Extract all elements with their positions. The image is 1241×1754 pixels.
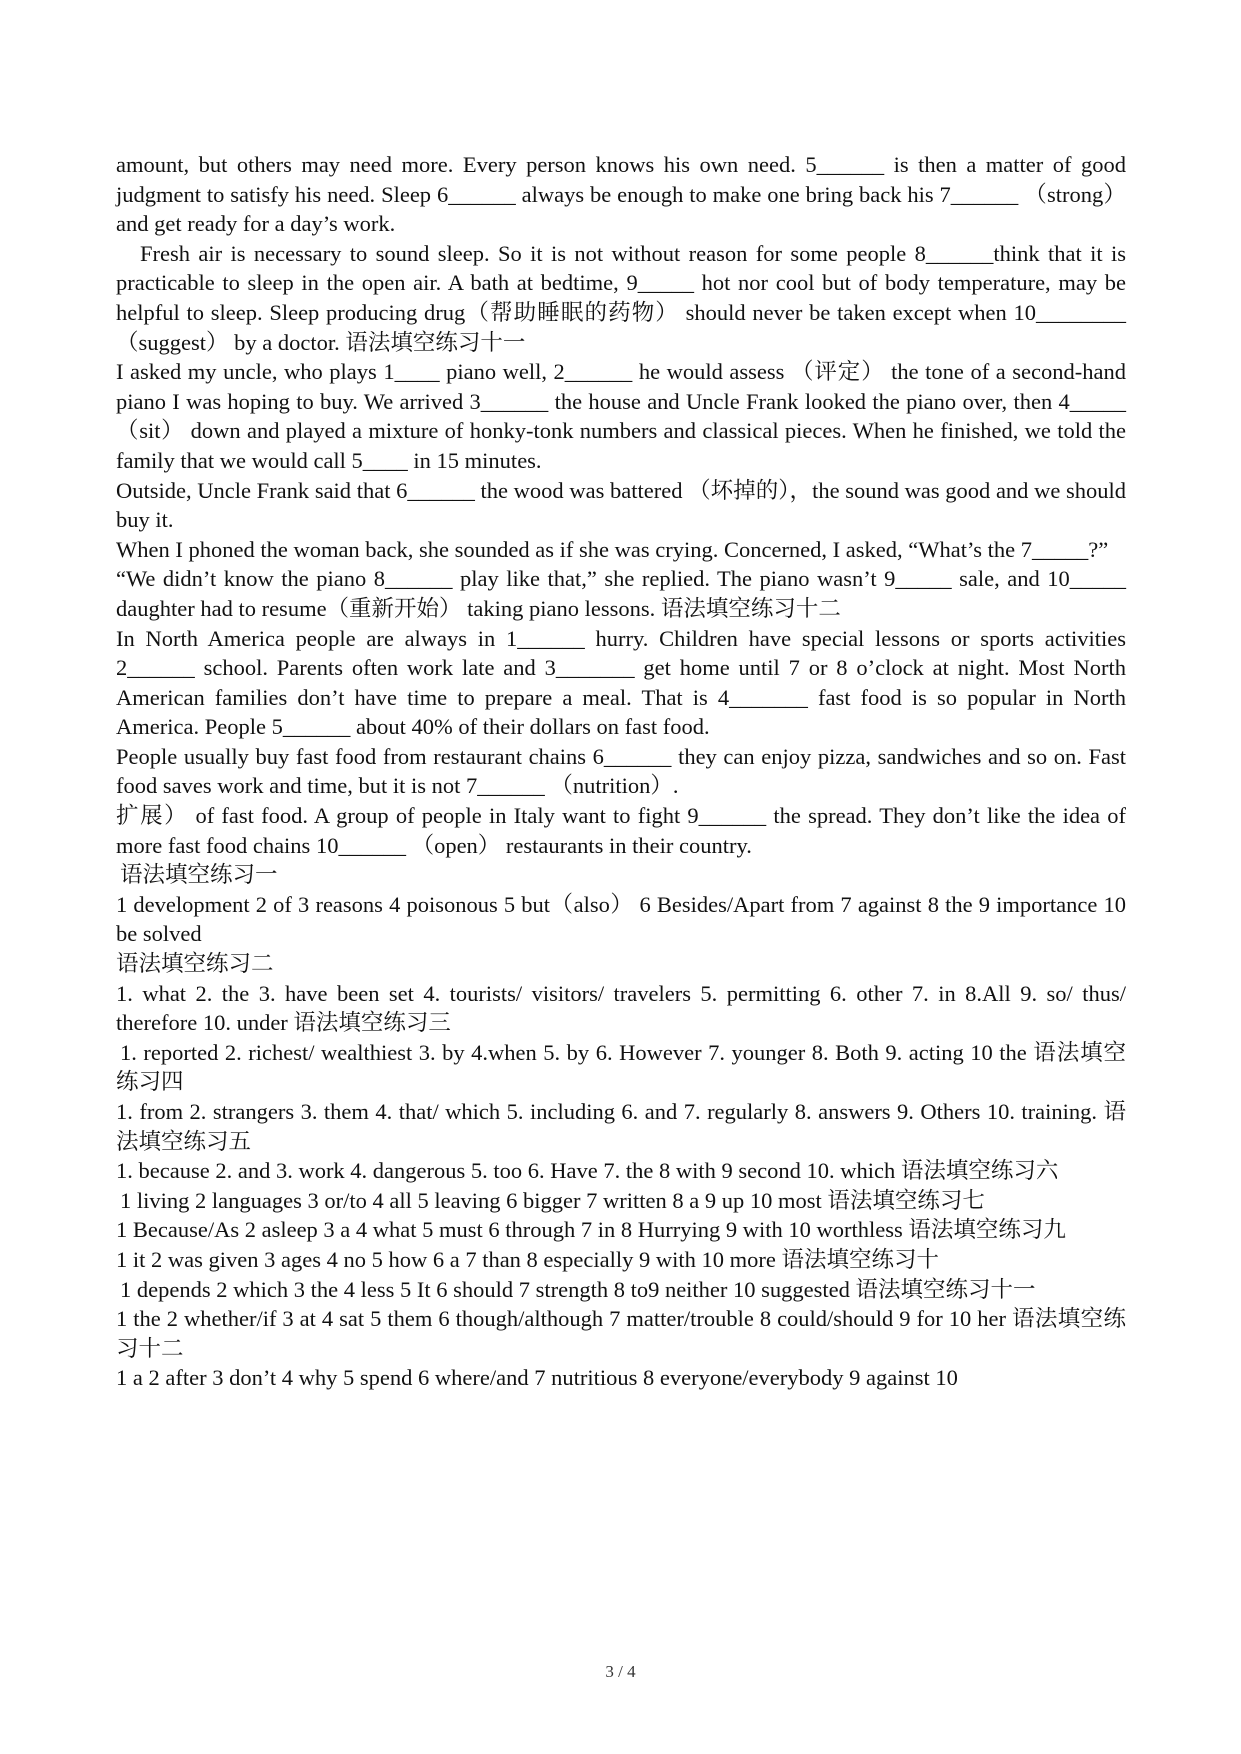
paragraph: When I phoned the woman back, she sounded as if she was crying. Concerned, I asked, “What’s the 7_____?” [116, 536, 1109, 562]
page-number: 3 / 4 [605, 1662, 636, 1681]
answer-line: 1. reported 2. richest/ wealthiest 3. by 4.when 5. by 6. However 7. younger 8. Both 9. acting 10 the 语法填空练习四 [116, 1039, 1126, 1095]
answer-line: 1 it 2 was given 3 ages 4 no 5 how 6 a 7 than 8 especially 9 with 10 more 语法填空练习十 [116, 1246, 939, 1272]
paragraph: People usually buy fast food from restaurant chains 6______ they can enjoy pizza, sandwiches and so on. Fast food saves work and time, but it is not 7______ （nutrition）. [116, 743, 1126, 799]
answer-line: 1 depends 2 which 3 the 4 less 5 It 6 should 7 strength 8 to9 neither 10 suggested 语法填空练习十一 [120, 1276, 1036, 1302]
paragraph: In North America people are always in 1______ hurry. Children have special lessons or sports activities 2______ school. Parents often work late and 3_______ get home until 7 or 8 o’clock at night. Most North American families don’t have time to prepare a meal. That is 4_______ fast food is so popular in North America. People 5______ about 40% of their dollars on fast food. [116, 625, 1126, 740]
answer-line: 1 the 2 whether/if 3 at 4 sat 5 them 6 though/although 7 matter/trouble 8 could/should 9 for 10 her 语法填空练习十二 [116, 1306, 1126, 1361]
paragraph: amount, but others may need more. Every person knows his own need. 5______ is then a matter of good judgment to satisfy his need. Sleep 6______ always be enough to make one bring back his 7______ （strong） and get ready for a day’s work. [116, 152, 1126, 237]
section-heading: 语法填空练习一 [120, 862, 278, 888]
paragraph: Fresh air is necessary to sound sleep. So it is not without reason for some people 8______think that it is practicable to sleep in the open air. A bath at bedtime, 9_____ hot nor cool but of body temperature, may be helpful to sleep. Sleep producing drug（帮助睡眠的药物） should never be taken except when 10________ （suggest） by a doctor. 语法填空练习十一 [116, 240, 1126, 355]
answer-line: 1. from 2. strangers 3. them 4. that/ which 5. including 6. and 7. regularly 8. answers 9. Others 10. training. 语法填空练习五 [116, 1099, 1126, 1154]
answer-line: 1 living 2 languages 3 or/to 4 all 5 leaving 6 bigger 7 written 8 a 9 up 10 most 语法填空练习七 [120, 1187, 985, 1213]
paragraph: 扩展） of fast food. A group of people in Italy want to fight 9______ the spread. They don’t like the idea of more fast food chains 10______ （open） restaurants in their country. [116, 803, 1126, 858]
document-body [116, 150, 1126, 1393]
answer-line: 1. because 2. and 3. work 4. dangerous 5. too 6. Have 7. the 8 with 9 second 10. which 语法填空练习六 [116, 1158, 1059, 1184]
answer-line: 1 Because/As 2 asleep 3 a 4 what 5 must 6 through 7 in 8 Hurrying 9 with 10 worthless 语法填空练习九 [116, 1217, 1066, 1243]
section-heading: 语法填空练习二 [116, 951, 274, 977]
paragraph: “We didn’t know the piano 8______ play like that,” she replied. The piano wasn’t 9_____ sale, and 10_____ daughter had to resume（重新开始） taking piano lessons. 语法填空练习十二 [116, 566, 1126, 621]
answer-line: 1 development 2 of 3 reasons 4 poisonous 5 but（also） 6 Besides/Apart from 7 against 8 the 9 importance 10 be solved [116, 891, 1126, 947]
paragraph: I asked my uncle, who plays 1____ piano well, 2______ he would assess （评定） the tone of a second-hand piano I was hoping to buy. We arrived 3______ the house and Uncle Frank looked the piano over, then 4_____ （sit） down and played a mixture of honky-tonk numbers and classical pieces. When he finished, we told the family that we would call 5____ in 15 minutes. [116, 359, 1126, 473]
answer-line: 1. what 2. the 3. have been set 4. tourists/ visitors/ travelers 5. permitting 6. other 7. in 8.All 9. so/ thus/ therefore 10. under 语法填空练习三 [116, 980, 1126, 1036]
answer-line: 1 a 2 after 3 don’t 4 why 5 spend 6 where/and 7 nutritious 8 everyone/everybody 9 against 10 [116, 1365, 958, 1391]
paragraph: Outside, Uncle Frank said that 6______ the wood was battered （坏掉的），the sound was good and we should buy it. [116, 477, 1126, 533]
